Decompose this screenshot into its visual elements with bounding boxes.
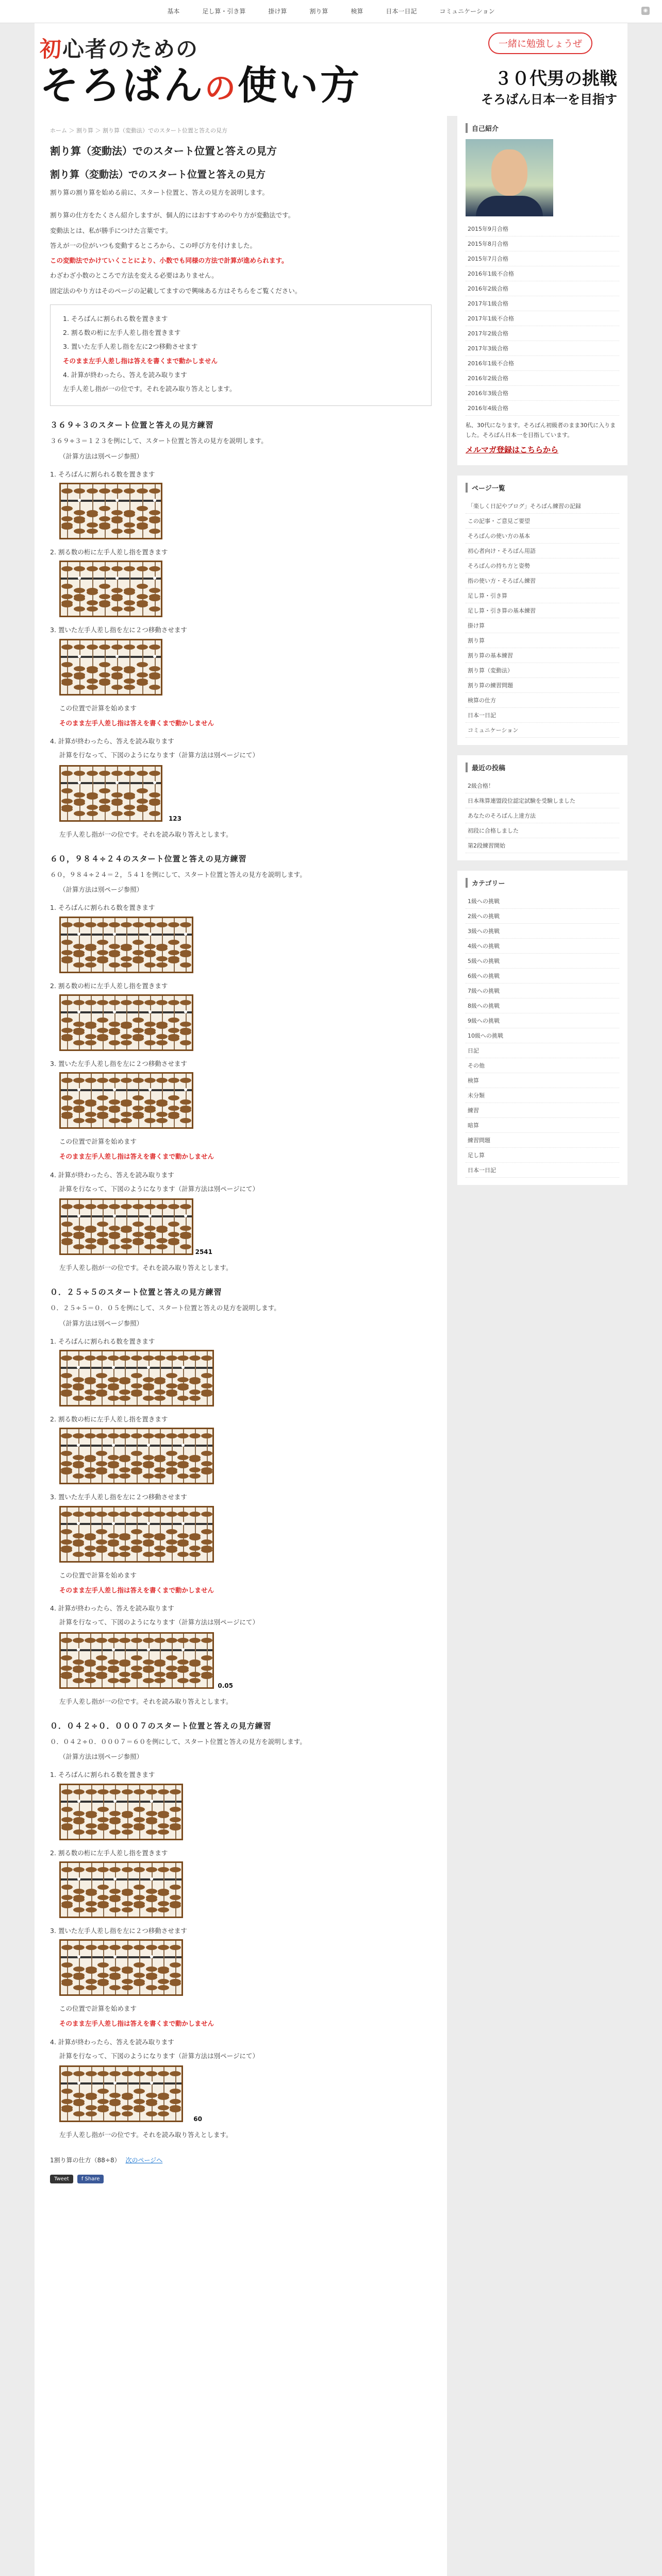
example-note: （計算方法は別ページ参照）: [59, 886, 143, 893]
intro-text: 割り算の仕方をたくさん紹介しますが、個人的にはおすすめのやり方が変動法です。: [50, 211, 295, 219]
category-link[interactable]: 4級への挑戦: [466, 939, 619, 954]
recent-post-link[interactable]: 2級合格！: [466, 778, 619, 793]
profile-list-item[interactable]: 2016年2級合格: [466, 371, 619, 386]
sidebar: [457, 116, 627, 2576]
profile-list-item[interactable]: 2015年7月合格: [466, 251, 619, 266]
speech-bubble: 一緒に勉強しょうぜ: [488, 32, 592, 54]
widget-title: カテゴリー: [466, 878, 619, 888]
profile-list-item[interactable]: 2016年4級合格: [466, 401, 619, 416]
category-link[interactable]: 暗算: [466, 1118, 619, 1133]
pages-widget: [457, 476, 627, 745]
profile-text: 私、30代になります。そろばん初級者のまま30代に入りました。そろばん日本一を目指しています。: [466, 422, 616, 438]
step-text: 計算を行なって、下図のようになります（計算方法は別ページにて）: [59, 1184, 259, 1193]
intro-text: わざわざ小数のところで方法を変える必要はありません。: [50, 272, 218, 280]
step-text: そのまま左手人差し指は答えを書くまで動かしません: [59, 1153, 214, 1161]
step-text: この位置で計算を始めます: [59, 704, 137, 712]
sidebar-page-link[interactable]: 割り算の練習問題: [466, 678, 619, 693]
summary-item: 3. 置いた左手人差し指を左に2つ移動させます: [63, 343, 198, 351]
profile-list-item[interactable]: 2016年3級合格: [466, 386, 619, 401]
example-description: ０．０４２÷０．０００７＝６０を例にして、スタート位置と答えの見方を説明します。: [50, 1737, 306, 1745]
category-link[interactable]: 日本一日記: [466, 1163, 619, 1178]
step-text: 2. 割る数の桁に左手人差し指を置きます: [50, 1415, 168, 1423]
sidebar-page-link[interactable]: 割り算の基本練習: [466, 648, 619, 663]
step-text: 計算を行なって、下図のようになります（計算方法は別ページにて）: [59, 2052, 259, 2060]
section-title: 割り算（変動法）でのスタート位置と答えの見方: [50, 169, 266, 180]
example-note: （計算方法は別ページ参照）: [59, 1753, 143, 1760]
profile-list-item[interactable]: 2017年2級合格: [466, 326, 619, 341]
step-text: 1. そろばんに割られる数を置きます: [50, 1771, 155, 1779]
step-text: そのまま左手人差し指は答えを書くまで動かしません: [59, 719, 214, 727]
category-link[interactable]: 6級への挑戦: [466, 969, 619, 984]
example-heading: ３６９÷３のスタート位置と答えの見方練習: [50, 420, 214, 430]
header-tagline: ３０代男の挑戦: [494, 69, 617, 89]
profile-list-item[interactable]: 2015年9月合格: [466, 222, 619, 236]
category-link[interactable]: 7級への挑戦: [466, 984, 619, 998]
nav-item[interactable]: 割り算: [309, 8, 328, 15]
example-heading: ０．０４２÷０．０００７のスタート位置と答えの見方練習: [50, 1721, 272, 1731]
intro-text: 変動法とは、私が勝手につけた言葉です。: [50, 226, 172, 234]
step-text: 3. 置いた左手人差し指を左に２つ移動させます: [50, 1059, 187, 1067]
step-text: この位置で計算を始めます: [59, 2005, 137, 2012]
step-text: 2. 割る数の桁に左手人差し指を置きます: [50, 981, 168, 990]
summary-item: そのまま左手人差し指は答えを書くまで動かしません: [63, 357, 218, 365]
step-text: 3. 置いた左手人差し指を左に２つ移動させます: [50, 1926, 187, 1935]
abacus-figure: [59, 1198, 212, 1256]
step-text: 4. 計算が終わったら、答えを読み取ります: [50, 2038, 174, 2046]
step-text: 2. 割る数の桁に左手人差し指を置きます: [50, 1849, 168, 1857]
example-heading: ０．２５÷５のスタート位置と答えの見方練習: [50, 1287, 222, 1297]
step-text: 1. そろばんに割られる数を置きます: [50, 470, 155, 478]
example-description: ６０，９８４÷２４＝２，５４１を例にして、スタート位置と答えの見方を説明します。: [50, 870, 306, 878]
recent-post-link[interactable]: 日本珠算連盟段位認定試験を受験しました: [466, 793, 619, 808]
example-note: （計算方法は別ページ参照）: [59, 452, 143, 460]
abacus-figure: [59, 1861, 183, 1918]
nav-item[interactable]: 掛け算: [268, 8, 287, 15]
abacus-figure: [59, 561, 162, 617]
step-text: 計算を行なって、下図のようになります（計算方法は別ページにて）: [59, 751, 259, 759]
category-link[interactable]: 1級への挑戦: [466, 894, 619, 909]
abacus-figure: [59, 994, 193, 1051]
summary-item: 左手人差し指が一の位です。それを読み取り答えとします。: [63, 385, 236, 393]
pager-text: 1割り算の仕方（88÷8）: [50, 2157, 121, 2164]
sidebar-page-link[interactable]: 初心者向け・そろばん用語: [466, 544, 619, 558]
header-tagline-2: そろばん日本一を目指す: [481, 92, 617, 107]
sidebar-page-link[interactable]: コミュニケーション: [466, 723, 619, 738]
category-link[interactable]: 8級への挑戦: [466, 998, 619, 1013]
sidebar-page-link[interactable]: 指の使い方・そろばん練習: [466, 573, 619, 588]
example-description: ０．２５÷５＝０．０５を例にして、スタート位置と答えの見方を説明します。: [50, 1304, 280, 1312]
abacus-figure: [59, 483, 162, 539]
sidebar-page-link[interactable]: 「楽しく日記やブログ」そろばん練習の記録: [466, 499, 619, 514]
abacus-value-label: 123: [168, 815, 181, 822]
sidebar-page-link[interactable]: 日本一日記: [466, 708, 619, 723]
site-header: [35, 23, 627, 116]
step-text: この位置で計算を始めます: [59, 1138, 137, 1145]
newsletter-banner[interactable]: メルマガ登録はこちらから: [466, 445, 559, 455]
step-text: 左手人差し指が一の位です。それを読み取り答えとします。: [59, 830, 233, 838]
profile-list-item[interactable]: 2016年1級不合格: [466, 356, 619, 371]
summary-item: 4. 計算が終わったら、答えを読み取ります: [63, 370, 187, 379]
step-text: 4. 計算が終わったら、答えを読み取ります: [50, 1604, 174, 1612]
category-link[interactable]: 日記: [466, 1043, 619, 1058]
step-text: そのまま左手人差し指は答えを書くまで動かしません: [59, 2020, 214, 2028]
profile-photo: [466, 139, 553, 216]
widget-title: 最近の投稿: [466, 762, 619, 772]
category-link[interactable]: 練習: [466, 1103, 619, 1118]
step-text: 3. 置いた左手人差し指を左に２つ移動させます: [50, 626, 187, 634]
sidebar-page-link[interactable]: 割り算: [466, 633, 619, 648]
abacus-figure: [59, 1939, 183, 1996]
profile-list-item[interactable]: 2017年1級合格: [466, 296, 619, 311]
summary-box: [50, 304, 432, 406]
abacus-figure: [59, 1632, 233, 1689]
top-nav: [0, 0, 662, 23]
sidebar-page-link[interactable]: そろばんの使い方の基本: [466, 529, 619, 544]
main-content: [35, 116, 447, 2576]
step-text: 左手人差し指が一の位です。それを読み取り答えとします。: [59, 1697, 233, 1705]
category-link[interactable]: 2級への挑戦: [466, 909, 619, 924]
share-buttons: [50, 2175, 432, 2183]
step-text: 左手人差し指が一の位です。それを読み取り答えとします。: [59, 2131, 233, 2139]
recent-post-link[interactable]: 初段に合格しました: [466, 823, 619, 838]
nav-item[interactable]: 基本: [167, 8, 180, 15]
recent-post-link[interactable]: あなたのそろばん上達方法: [466, 808, 619, 823]
sidebar-page-link[interactable]: 足し算・引き算: [466, 588, 619, 603]
category-link[interactable]: 練習問題: [466, 1133, 619, 1148]
recent-post-link[interactable]: 第2段練習開始: [466, 838, 619, 853]
abacus-figure: [59, 1784, 183, 1840]
abacus-value-label: 60: [193, 2115, 202, 2123]
category-link[interactable]: 9級への挑戦: [466, 1013, 619, 1028]
sidebar-page-link[interactable]: 掛け算: [466, 618, 619, 633]
logo-line1: 初心者のための: [40, 37, 199, 62]
category-link[interactable]: 5級への挑戦: [466, 954, 619, 969]
example-note: （計算方法は別ページ参照）: [59, 1319, 143, 1327]
sidebar-page-link[interactable]: 検算の仕方: [466, 693, 619, 708]
widget-title: 自己紹介: [466, 123, 619, 133]
step-text: そのまま左手人差し指は答えを書くまで動かしません: [59, 1586, 214, 1594]
example-description: ３６９÷３＝１２３を例にして、スタート位置と答えの見方を説明します。: [50, 437, 268, 445]
recent-posts-widget: [457, 755, 627, 860]
step-text: 2. 割る数の桁に左手人差し指を置きます: [50, 548, 168, 556]
site-logo[interactable]: [40, 32, 361, 111]
nav-item[interactable]: コミュニケーション: [439, 8, 495, 15]
step-text: 3. 置いた左手人差し指を左に２つ移動させます: [50, 1493, 187, 1501]
step-text: 左手人差し指が一の位です。それを読み取り答えとします。: [59, 1264, 233, 1272]
profile-list-item[interactable]: 2017年3級合格: [466, 341, 619, 356]
step-text: この位置で計算を始めます: [59, 1571, 137, 1579]
abacus-figure: [59, 1072, 193, 1129]
example-heading: ６０，９８４÷２４のスタート位置と答えの見方練習: [50, 854, 247, 863]
category-link[interactable]: 足し算: [466, 1148, 619, 1163]
abacus-figure: [59, 1350, 214, 1406]
profile-list-item[interactable]: 2015年8月合格: [466, 236, 619, 251]
intro-text: 答えが一の位がいつも変動するところから、この呼び方を付けました。: [50, 241, 257, 249]
abacus-value-label: 2541: [195, 1248, 212, 1256]
nav-item[interactable]: 足し算・引き算: [202, 8, 246, 15]
category-link[interactable]: 未分類: [466, 1088, 619, 1103]
pager: [50, 2156, 432, 2164]
category-link[interactable]: 検算: [466, 1073, 619, 1088]
step-text: 計算を行なって、下図のようになります（計算方法は別ページにて）: [59, 1618, 259, 1626]
abacus-figure: [59, 1506, 214, 1563]
abacus-figure: [59, 639, 162, 696]
sidebar-page-link[interactable]: 割り算（変動法）: [466, 663, 619, 678]
profile-list-item[interactable]: 2016年1級不合格: [466, 266, 619, 281]
tweet-button[interactable]: Tweet: [50, 2175, 73, 2183]
sidebar-page-link[interactable]: 足し算・引き算の基本練習: [466, 603, 619, 618]
abacus-figure: [59, 2065, 202, 2123]
abacus-value-label: 0.05: [218, 1682, 233, 1689]
categories-widget: [457, 871, 627, 1185]
step-text: 4. 計算が終わったら、答えを読み取ります: [50, 737, 174, 745]
profile-widget: [457, 116, 627, 465]
widget-title: ページ一覧: [466, 483, 619, 493]
intro-text: 固定法のやり方はそのページの記載してますので興味ある方はそちらをご覧ください。: [50, 286, 302, 295]
summary-item: 2. 割る数の桁に左手人差し指を置きます: [63, 329, 181, 336]
abacus-figure: [59, 765, 181, 822]
step-text: 4. 計算が終わったら、答えを読み取ります: [50, 1171, 174, 1179]
category-link[interactable]: 3級への挑戦: [466, 924, 619, 939]
category-link[interactable]: 10級への挑戦: [466, 1028, 619, 1043]
step-text: 1. そろばんに割られる数を置きます: [50, 904, 155, 912]
step-text: 1. そろばんに割られる数を置きます: [50, 1337, 155, 1345]
abacus-figure: [59, 917, 193, 973]
intro-text: この変動法でかけていくことにより、小数でも同様の方法で計算が進められます。: [50, 257, 288, 264]
nav-item[interactable]: 検算: [351, 8, 363, 15]
profile-list-item[interactable]: 2017年1級不合格: [466, 311, 619, 326]
rss-icon[interactable]: ◉: [641, 7, 650, 15]
sidebar-page-link[interactable]: この記事・ご意見ご要望: [466, 514, 619, 529]
category-link[interactable]: その他: [466, 1058, 619, 1073]
sidebar-page-link[interactable]: そろばんの持ち方と姿勢: [466, 558, 619, 573]
profile-list-item[interactable]: 2016年2級合格: [466, 281, 619, 296]
next-page-link[interactable]: 次のページへ: [125, 2157, 163, 2164]
page-title: 割り算（変動法）でのスタート位置と答えの見方: [50, 145, 277, 157]
intro-text: 割り算の割り算を始める前に、スタート位置と、答えの見方を説明します。: [50, 189, 269, 196]
summary-item: 1. そろばんに割られる数を置きます: [63, 314, 168, 323]
breadcrumb[interactable]: ホーム ＞ 割り算 ＞ 割り算（変動法）でのスタート位置と答えの見方: [50, 127, 227, 134]
logo-line2: そろばんの使い方: [40, 62, 361, 108]
facebook-share-button[interactable]: f Share: [77, 2175, 104, 2183]
abacus-figure: [59, 1428, 214, 1484]
nav-item[interactable]: 日本一日記: [386, 8, 417, 15]
header-right: [432, 28, 617, 111]
